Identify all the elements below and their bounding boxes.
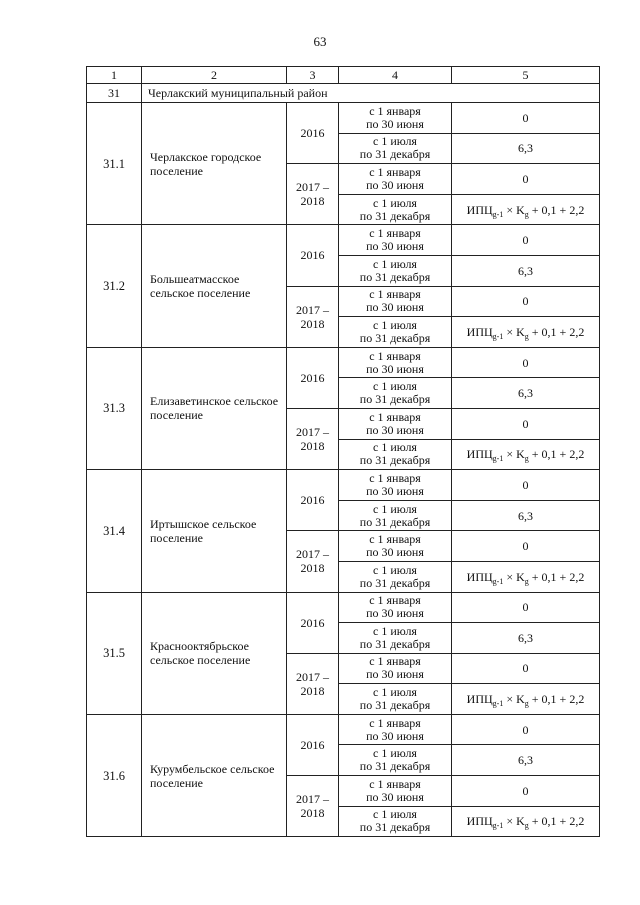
settlement-number: 31.2 bbox=[87, 225, 142, 347]
period-start: с 1 июля bbox=[373, 623, 417, 638]
value-cell: 0 bbox=[452, 225, 600, 256]
period-end: по 30 июня bbox=[366, 300, 424, 315]
period-cell bbox=[339, 684, 452, 715]
header-row bbox=[87, 67, 600, 84]
year-cell: 2016 bbox=[287, 592, 339, 653]
period-end: по 30 июня bbox=[366, 545, 424, 560]
district-name: Черлакский муниципальный район bbox=[142, 84, 600, 103]
period-end: по 31 декабря bbox=[359, 269, 431, 284]
settlement-name: Черлакское городское поселение bbox=[142, 103, 287, 225]
period-cell bbox=[339, 561, 452, 592]
table-row bbox=[87, 347, 600, 378]
table-row bbox=[87, 103, 600, 134]
formula-tail: + 0,1 + 2,2 bbox=[528, 324, 585, 339]
value-cell: 0 bbox=[452, 103, 600, 134]
period-start: с 1 июля bbox=[373, 501, 417, 516]
period-start: с 1 января bbox=[369, 103, 421, 118]
header-cell: 1 bbox=[87, 67, 142, 84]
district-row bbox=[87, 84, 600, 103]
period-cell bbox=[339, 714, 452, 745]
formula-k-sub: g bbox=[524, 454, 529, 464]
year-cell: 2016 bbox=[287, 225, 339, 286]
table-row bbox=[87, 592, 600, 623]
formula-k: × K bbox=[503, 569, 525, 584]
year-range-cell bbox=[287, 286, 339, 347]
year-cell: 2016 bbox=[287, 714, 339, 775]
year-cell: 2016 bbox=[287, 103, 339, 164]
formula-tail: + 0,1 + 2,2 bbox=[528, 569, 585, 584]
value-cell bbox=[452, 439, 600, 470]
formula-tail: + 0,1 + 2,2 bbox=[528, 692, 585, 707]
formula-ipc-sub: g-1 bbox=[492, 699, 504, 709]
period-start: с 1 июля bbox=[373, 746, 417, 761]
value-cell: 0 bbox=[452, 531, 600, 562]
tariff-formula bbox=[467, 203, 585, 217]
period-cell bbox=[339, 408, 452, 439]
value-cell: 0 bbox=[452, 776, 600, 807]
period-start: с 1 июля bbox=[373, 195, 417, 210]
period-cell bbox=[339, 776, 452, 807]
period-end: по 31 декабря bbox=[359, 575, 431, 590]
period-end: по 31 декабря bbox=[359, 392, 431, 407]
table-row bbox=[87, 470, 600, 501]
value-cell: 0 bbox=[452, 714, 600, 745]
period-end: по 31 декабря bbox=[359, 147, 431, 162]
period-end: по 30 июня bbox=[366, 177, 424, 192]
period-start: с 1 июля bbox=[373, 134, 417, 149]
period-cell bbox=[339, 623, 452, 654]
period-cell bbox=[339, 133, 452, 164]
period-cell bbox=[339, 531, 452, 562]
period-start: с 1 января bbox=[369, 409, 421, 424]
header-cell: 4 bbox=[339, 67, 452, 84]
value-cell: 6,3 bbox=[452, 745, 600, 776]
formula-ipc-sub: g-1 bbox=[492, 821, 504, 831]
period-cell bbox=[339, 194, 452, 225]
period-end: по 30 июня bbox=[366, 422, 424, 437]
period-start: с 1 января bbox=[369, 532, 421, 547]
value-cell: 6,3 bbox=[452, 378, 600, 409]
period-start: с 1 июля bbox=[373, 440, 417, 455]
header-cell: 2 bbox=[142, 67, 287, 84]
period-start: с 1 января bbox=[369, 287, 421, 302]
year-range-cell bbox=[287, 531, 339, 592]
period-cell bbox=[339, 225, 452, 256]
tariff-formula bbox=[466, 692, 585, 709]
settlement-number: 31.6 bbox=[87, 714, 142, 836]
year-end: 2018 bbox=[300, 561, 325, 576]
year-end: 2018 bbox=[300, 683, 325, 698]
period-cell bbox=[339, 439, 452, 470]
period-start: с 1 июля bbox=[373, 379, 417, 394]
period-cell bbox=[339, 806, 452, 837]
settlement-name: Большеатмасское сельское поселение bbox=[142, 225, 287, 347]
year-range-cell bbox=[287, 653, 339, 714]
period-start: с 1 января bbox=[369, 348, 421, 363]
formula-ipc-sub: g-1 bbox=[492, 331, 504, 341]
value-cell: 6,3 bbox=[452, 133, 600, 164]
period-start: с 1 июля bbox=[373, 807, 417, 822]
settlement-name: Курумбельское сельское поселение bbox=[142, 714, 287, 836]
value-cell: 0 bbox=[452, 164, 600, 195]
period-cell bbox=[339, 378, 452, 409]
formula-k: × K bbox=[503, 814, 525, 829]
formula-ipc: ИПЦ bbox=[466, 692, 493, 707]
period-cell bbox=[339, 347, 452, 378]
settlement-number: 31.1 bbox=[87, 103, 142, 225]
formula-tail: + 0,1 + 2,2 bbox=[528, 814, 585, 829]
period-cell bbox=[339, 500, 452, 531]
formula-k: × K bbox=[503, 692, 525, 707]
tariff-table bbox=[86, 66, 600, 837]
value-cell: 0 bbox=[452, 286, 600, 317]
tariff-formula bbox=[466, 447, 585, 464]
formula-ipc: ИПЦ bbox=[466, 202, 493, 217]
period-end: по 30 июня bbox=[366, 667, 424, 682]
value-cell: 6,3 bbox=[452, 255, 600, 286]
period-end: по 31 декабря bbox=[359, 820, 431, 835]
formula-k-sub: g bbox=[524, 821, 529, 831]
period-start: с 1 января bbox=[369, 593, 421, 608]
year-start: 2017 – bbox=[296, 792, 329, 807]
period-cell bbox=[339, 470, 452, 501]
year-range-cell bbox=[287, 776, 339, 837]
period-cell bbox=[339, 317, 452, 348]
period-cell bbox=[339, 164, 452, 195]
value-cell bbox=[452, 684, 600, 715]
table-row bbox=[87, 714, 600, 745]
period-end: по 31 декабря bbox=[359, 208, 431, 223]
formula-ipc: ИПЦ bbox=[466, 324, 493, 339]
period-start: с 1 января bbox=[369, 776, 421, 791]
period-end: по 30 июня bbox=[366, 728, 424, 743]
year-cell: 2016 bbox=[287, 347, 339, 408]
tariff-formula bbox=[467, 325, 585, 339]
period-end: по 31 декабря bbox=[359, 698, 431, 713]
value-cell bbox=[452, 561, 600, 592]
formula-k: × K bbox=[503, 447, 525, 462]
period-end: по 30 июня bbox=[366, 239, 424, 254]
formula-ipc-sub: g-1 bbox=[492, 454, 504, 464]
value-cell bbox=[452, 806, 600, 837]
period-end: по 31 декабря bbox=[359, 759, 431, 774]
formula-k-sub: g bbox=[524, 209, 529, 219]
period-start: с 1 июля bbox=[373, 685, 417, 700]
settlement-number: 31.3 bbox=[87, 347, 142, 469]
value-cell: 6,3 bbox=[452, 500, 600, 531]
formula-tail: + 0,1 + 2,2 bbox=[528, 202, 585, 217]
year-cell: 2016 bbox=[287, 470, 339, 531]
period-end: по 31 декабря bbox=[359, 330, 431, 345]
formula-k-sub: g bbox=[524, 331, 529, 341]
year-start: 2017 – bbox=[296, 669, 329, 684]
formula-ipc: ИПЦ bbox=[466, 569, 493, 584]
formula-k-sub: g bbox=[524, 699, 529, 709]
formula-k-sub: g bbox=[524, 576, 529, 586]
page-number: 63 bbox=[313, 34, 327, 49]
period-start: с 1 января bbox=[369, 226, 421, 241]
period-cell bbox=[339, 255, 452, 286]
period-cell bbox=[339, 745, 452, 776]
period-end: по 30 июня bbox=[366, 483, 424, 498]
formula-ipc-sub: g-1 bbox=[492, 576, 504, 586]
tariff-formula bbox=[466, 814, 585, 831]
year-end: 2018 bbox=[300, 806, 325, 821]
period-end: по 31 декабря bbox=[359, 636, 431, 651]
value-cell: 0 bbox=[452, 653, 600, 684]
year-start: 2017 – bbox=[296, 425, 329, 440]
year-end: 2018 bbox=[300, 194, 325, 209]
district-number: 31 bbox=[87, 84, 142, 103]
period-cell bbox=[339, 286, 452, 317]
period-start: с 1 января bbox=[369, 164, 421, 179]
value-cell: 6,3 bbox=[452, 623, 600, 654]
year-range-cell bbox=[287, 408, 339, 469]
period-cell bbox=[339, 592, 452, 623]
year-end: 2018 bbox=[300, 439, 325, 454]
period-end: по 30 июня bbox=[366, 789, 424, 804]
header-cell: 3 bbox=[287, 67, 339, 84]
header-cell: 5 bbox=[452, 67, 600, 84]
formula-ipc-sub: g-1 bbox=[492, 209, 504, 219]
settlement-number: 31.5 bbox=[87, 592, 142, 714]
year-start: 2017 – bbox=[296, 547, 329, 562]
formula-ipc: ИПЦ bbox=[466, 814, 493, 829]
settlement-name: Иртышское сельское поселение bbox=[142, 470, 287, 592]
year-start: 2017 – bbox=[296, 180, 329, 195]
period-end: по 30 июня bbox=[366, 361, 424, 376]
value-cell bbox=[452, 317, 600, 348]
period-start: с 1 января bbox=[369, 470, 421, 485]
period-start: с 1 июля bbox=[373, 317, 417, 332]
period-end: по 30 июня bbox=[366, 116, 424, 131]
formula-k: × K bbox=[503, 202, 525, 217]
settlement-name: Краснооктябрьское сельское поселение bbox=[142, 592, 287, 714]
year-start: 2017 – bbox=[296, 302, 329, 317]
period-end: по 31 декабря bbox=[359, 453, 431, 468]
formula-tail: + 0,1 + 2,2 bbox=[528, 447, 585, 462]
period-start: с 1 июля bbox=[373, 256, 417, 271]
period-end: по 31 декабря bbox=[359, 514, 431, 529]
period-start: с 1 января bbox=[369, 654, 421, 669]
settlement-name: Елизаветинское сельское поселение bbox=[142, 347, 287, 469]
value-cell: 0 bbox=[452, 470, 600, 501]
formula-ipc: ИПЦ bbox=[466, 447, 493, 462]
value-cell: 0 bbox=[452, 347, 600, 378]
period-cell bbox=[339, 653, 452, 684]
table-row bbox=[87, 225, 600, 256]
formula-k: × K bbox=[503, 324, 525, 339]
value-cell: 0 bbox=[452, 408, 600, 439]
period-cell bbox=[339, 103, 452, 134]
value-cell: 0 bbox=[452, 592, 600, 623]
period-end: по 30 июня bbox=[366, 606, 424, 621]
tariff-formula bbox=[467, 570, 585, 584]
period-start: с 1 июля bbox=[373, 562, 417, 577]
settlement-number: 31.4 bbox=[87, 470, 142, 592]
year-end: 2018 bbox=[300, 316, 325, 331]
value-cell bbox=[452, 194, 600, 225]
year-range-cell bbox=[287, 164, 339, 225]
period-start: с 1 января bbox=[369, 715, 421, 730]
